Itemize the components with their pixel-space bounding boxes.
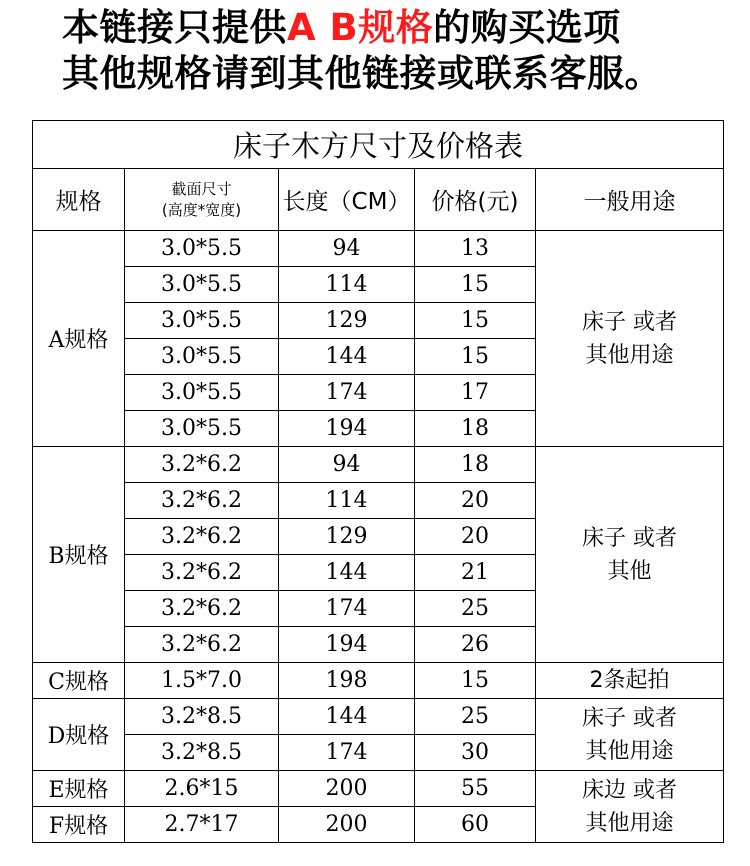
cell-section: 3.2*6.2	[125, 447, 279, 483]
cell-length: 144	[279, 339, 415, 375]
header-section	[125, 169, 279, 231]
cell-section: 3.0*5.5	[125, 267, 279, 303]
usage-line-1: 床子 或者	[582, 525, 677, 551]
usage-line-1: 2条起拍	[589, 668, 670, 693]
cell-price: 13	[415, 231, 536, 267]
table-row	[33, 663, 724, 699]
header-spec: 规格	[33, 169, 125, 231]
cell-length: 114	[279, 267, 415, 303]
cell-section: 3.0*5.5	[125, 231, 279, 267]
cell-price: 15	[415, 663, 536, 699]
cell-price: 25	[415, 591, 536, 627]
cell-length: 114	[279, 483, 415, 519]
cell-length: 129	[279, 519, 415, 555]
table-row	[33, 447, 724, 483]
cell-section: 3.2*6.2	[125, 591, 279, 627]
cell-price: 25	[415, 699, 536, 735]
spec-label: A规格	[33, 231, 125, 447]
cell-price: 15	[415, 303, 536, 339]
cell-length: 94	[279, 231, 415, 267]
header-line-1	[62, 6, 621, 50]
header-length: 长度（CM）	[279, 169, 415, 231]
cell-section: 3.0*5.5	[125, 375, 279, 411]
header-price: 价格(元)	[415, 169, 536, 231]
table-row	[33, 699, 724, 735]
cell-price: 30	[415, 735, 536, 771]
cell-length: 144	[279, 699, 415, 735]
usage-cell	[536, 447, 724, 663]
cell-section: 1.5*7.0	[125, 663, 279, 699]
cell-section: 3.2*8.5	[125, 699, 279, 735]
table-title: 床子木方尺寸及价格表	[33, 121, 724, 169]
price-table	[32, 120, 724, 843]
cell-price: 15	[415, 339, 536, 375]
cell-length: 198	[279, 663, 415, 699]
cell-length: 144	[279, 555, 415, 591]
cell-section: 3.2*6.2	[125, 483, 279, 519]
spec-label: F规格	[33, 807, 125, 843]
cell-length: 194	[279, 627, 415, 663]
cell-length: 200	[279, 807, 415, 843]
cell-length: 200	[279, 771, 415, 807]
cell-section: 2.7*17	[125, 807, 279, 843]
cell-price: 21	[415, 555, 536, 591]
cell-length: 174	[279, 375, 415, 411]
cell-price: 20	[415, 519, 536, 555]
header-section-line2: (高度*宽度)	[161, 200, 242, 219]
table-row	[33, 771, 724, 807]
cell-price: 20	[415, 483, 536, 519]
header-highlight: A B规格	[287, 6, 434, 49]
cell-price: 17	[415, 375, 536, 411]
cell-price: 55	[415, 771, 536, 807]
usage-cell	[536, 663, 724, 699]
usage-cell	[536, 231, 724, 447]
cell-length: 129	[279, 303, 415, 339]
cell-section: 3.0*5.5	[125, 339, 279, 375]
spec-label: C规格	[33, 663, 125, 699]
usage-line-2: 其他用途	[585, 810, 674, 836]
header-line-1-tail: 的购买选项	[433, 6, 621, 49]
cell-section: 3.2*6.2	[125, 519, 279, 555]
cell-length: 194	[279, 411, 415, 447]
cell-length: 94	[279, 447, 415, 483]
spec-label: B规格	[33, 447, 125, 663]
usage-cell	[536, 771, 724, 843]
cell-length: 174	[279, 591, 415, 627]
cell-price: 18	[415, 411, 536, 447]
usage-cell	[536, 699, 724, 771]
usage-line-1: 床边 或者	[582, 777, 677, 803]
cell-price: 60	[415, 807, 536, 843]
cell-section: 3.2*6.2	[125, 555, 279, 591]
header-line-2: 其他规格请到其他链接或联系客服。	[62, 52, 662, 95]
spec-label: D规格	[33, 699, 125, 771]
usage-line-1: 床子 或者	[582, 309, 677, 335]
cell-price: 26	[415, 627, 536, 663]
cell-section: 3.0*5.5	[125, 303, 279, 339]
cell-length: 174	[279, 735, 415, 771]
header-usage: 一般用途	[536, 169, 724, 231]
header-section-line1: 截面尺寸	[171, 179, 232, 198]
cell-price: 15	[415, 267, 536, 303]
table-row	[33, 231, 724, 267]
spec-label: E规格	[33, 771, 125, 807]
cell-section: 3.2*6.2	[125, 627, 279, 663]
cell-section: 3.2*8.5	[125, 735, 279, 771]
usage-line-2: 其他	[607, 558, 652, 584]
usage-line-1: 床子 或者	[582, 705, 677, 731]
cell-section: 2.6*15	[125, 771, 279, 807]
cell-price: 18	[415, 447, 536, 483]
cell-section: 3.0*5.5	[125, 411, 279, 447]
usage-line-2: 其他用途	[585, 342, 674, 368]
header-line-1-text: 本链接只提供	[62, 6, 287, 49]
usage-line-2: 其他用途	[585, 738, 674, 764]
